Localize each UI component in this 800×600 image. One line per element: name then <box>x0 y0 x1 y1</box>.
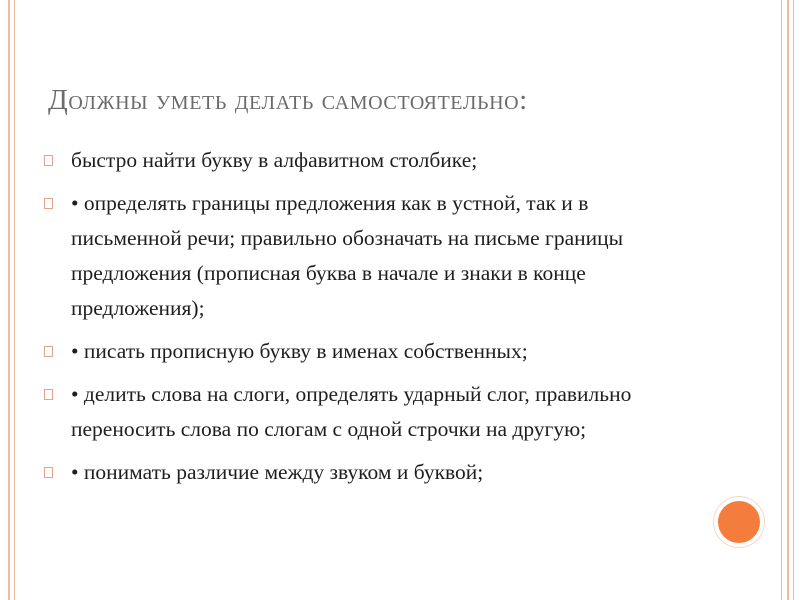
right-border-inner <box>781 0 782 600</box>
bullet-square-icon <box>44 467 53 478</box>
bullet-item <box>44 455 684 490</box>
bullet-item <box>44 377 684 447</box>
bullet-text: • понимать различие между звуком и буквой; <box>71 460 484 484</box>
orange-circle-icon <box>714 497 764 547</box>
right-border-edge <box>793 0 794 600</box>
bullet-square-icon <box>44 389 53 400</box>
bullet-text: • делить слова на слоги, определять ударный слог, правильно переносить слова по слогам с одной строчки на другую; <box>71 382 632 441</box>
bullet-text: • писать прописную букву в именах собственных; <box>71 339 528 363</box>
bullet-square-icon <box>44 155 53 166</box>
slide-title: Должны уметь делать самостоятельно: <box>48 84 528 116</box>
right-border-outer <box>787 0 789 600</box>
bullet-text: • определять границы предложения как в устной, так и в письменной речи; правильно обозначать на письме границы предложения (прописная буква в начале и знаки в конце предложения); <box>71 191 624 320</box>
bullet-square-icon <box>44 346 53 357</box>
bullet-item <box>44 186 684 326</box>
bullet-item <box>44 143 684 178</box>
bullet-item <box>44 334 684 369</box>
bullet-square-icon <box>44 198 53 209</box>
left-border-outer <box>8 0 10 600</box>
bullet-list <box>44 143 684 498</box>
bullet-text: быстро найти букву в алфавитном столбике; <box>71 148 478 172</box>
